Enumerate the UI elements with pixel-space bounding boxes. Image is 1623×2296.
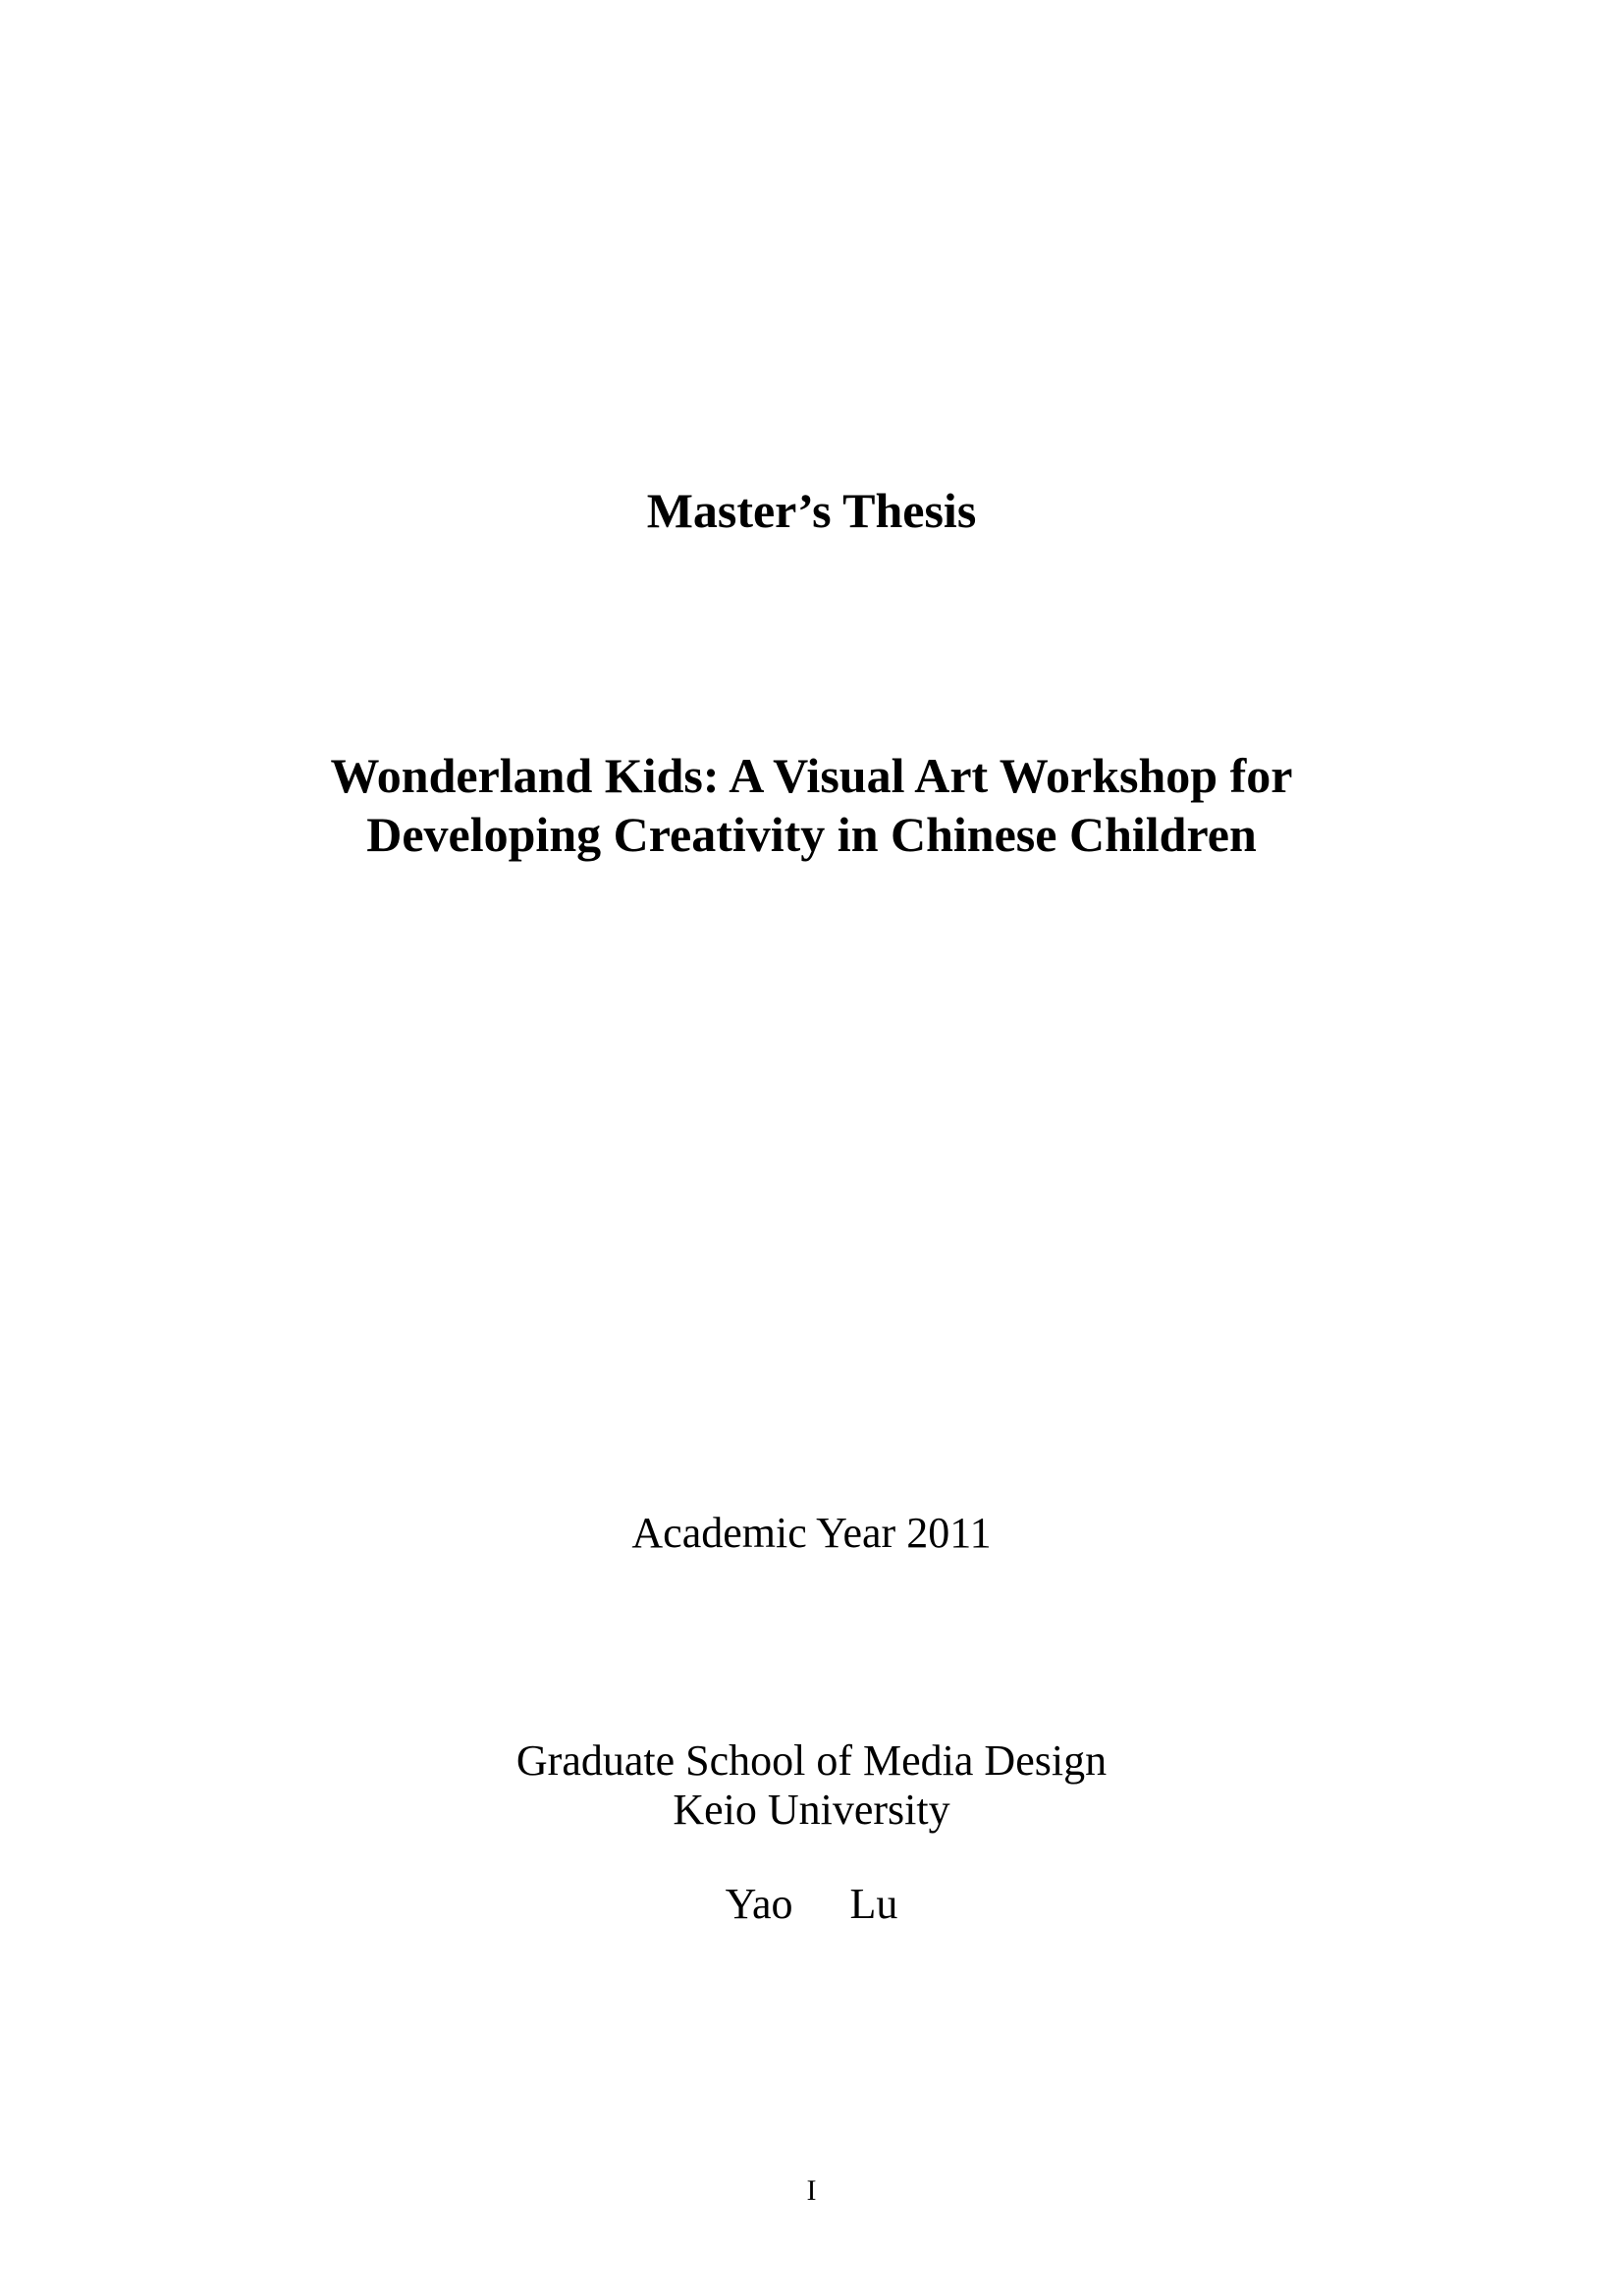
academic-year: Academic Year 2011: [631, 1509, 992, 1557]
thesis-title-line-2: Developing Creativity in Chinese Children: [366, 807, 1257, 862]
author-given-name: Yao: [725, 1880, 793, 1928]
thesis-type-heading: Master’s Thesis: [646, 483, 977, 538]
page-number: I: [806, 2174, 817, 2207]
university-name: Keio University: [673, 1786, 950, 1834]
author-name: [0, 1878, 1623, 1931]
school-name: Graduate School of Media Design: [515, 1736, 1108, 1785]
thesis-title-line-1: Wonderland Kids: A Visual Art Workshop for: [330, 748, 1293, 803]
author-family-name: Lu: [849, 1880, 898, 1928]
